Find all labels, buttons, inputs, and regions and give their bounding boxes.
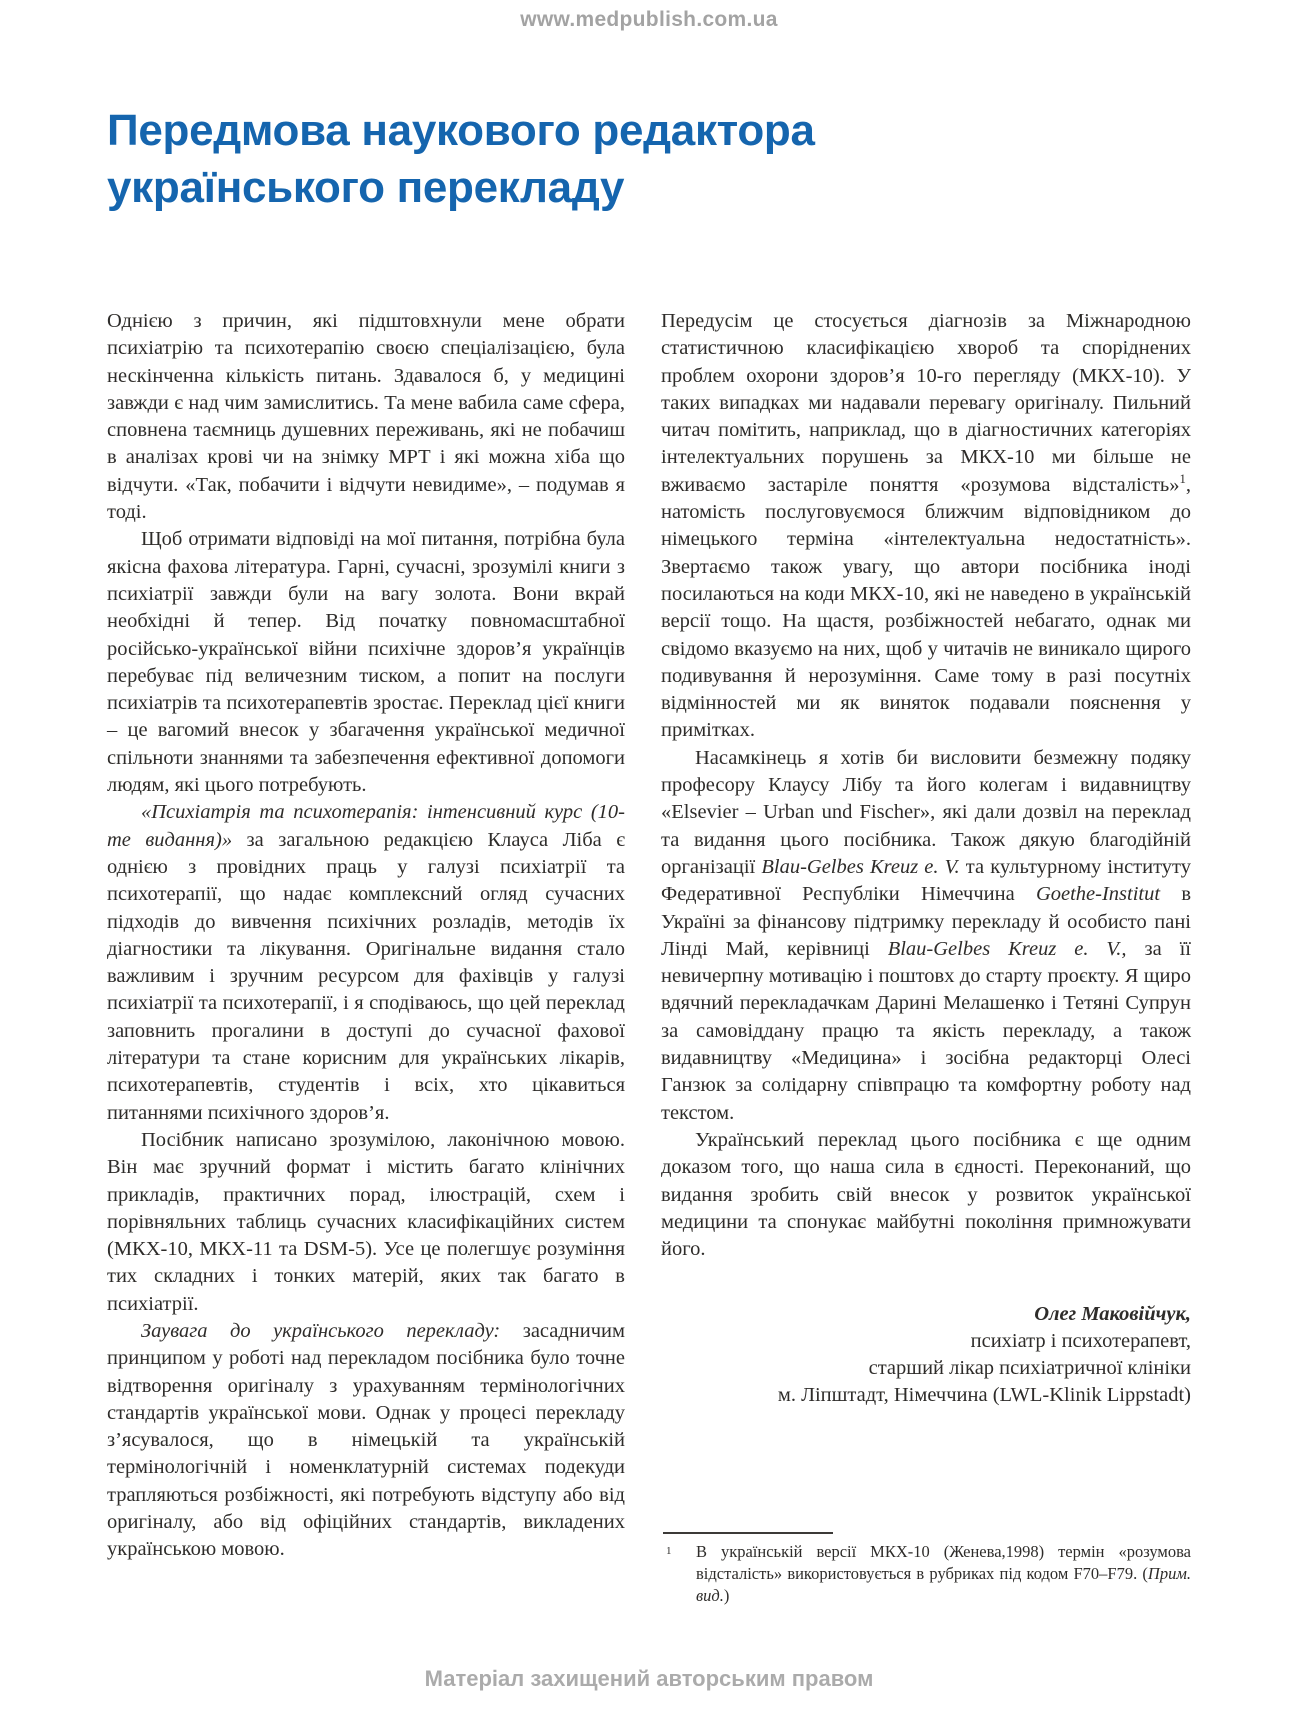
text-segment: Goethe-Institut [1035, 883, 1161, 906]
page-title-line-1: Передмова наукового редактора [107, 106, 815, 155]
text-segment: м. Ліпштадт, Німеччина (LWL-Klinik Lippstadt) [777, 1384, 1191, 1407]
paragraph [107, 1127, 625, 1318]
text-segment: за її невичерпну мотивацію і поштовх до старту проєкту. Я щиро вдячний перекладачкам Дарині Мелашенко і Тетяні Супрун за самовіддану працю та якість перекладу, а також видавництву «Медицина» і зосібна редакторці Олесі Ганзюк за солідарну співпрацю та комфортну роботу над текстом. [661, 937, 1191, 1124]
text-segment: за загальною редакцією Клауса Ліба є однією з провідних праць у галузі психіатрії та психотерапії, що надає комплексний огляд сучасних підходів до вивчення психічних розладів, методів їх діагностики та лікування. Оригінальне видання стало важливим і зручним ресурсом для фахівців у галузі психіатрії та психотерапії, і я сподіваюсь, що цей переклад заповнить прогалини в доступі до сучасної фахової літератури та стане корисним для українських лікарів, психотерапевтів, студентів і всіх, хто цікавиться питаннями психічного здоров’я. [107, 828, 625, 1124]
text-segment: Насамкінець я хотів би висловити безмежну подяку професору Клаусу Лібу та його колегам і видавництву «Elsevier – Urban und Fischer», які дали дозвіл на переклад та видання цього посібника. Також дякую благодійній організації [661, 746, 1191, 878]
signature-block [661, 1301, 1191, 1409]
paragraph [107, 1318, 625, 1564]
text-segment: Заувага до українського перекладу: [141, 1319, 501, 1342]
text-segment: ) [723, 1585, 730, 1605]
paragraph [661, 1382, 1191, 1409]
text-segment: та культурному інституту Федеративної Республіки Німеччина [661, 855, 1191, 906]
text-segment: засадничим принципом у роботі над перекладом посібника було точне відтворення оригіналу з урахуванням термінологічних стандартів української мови. Однак у процесі перекладу з’ясувалося, що в німецькій та українській термінологічній і номенклатурній системах подекуди трапляються розбіжності, які потребують відступу або від оригіналу, або від офіційних стандартів, викладених українською мовою. [107, 1319, 625, 1561]
article-body [107, 308, 1191, 1564]
text-segment: старший лікар психіатричної клініки [868, 1357, 1191, 1380]
left-column [107, 308, 625, 1564]
text-segment: Щоб отримати відповіді на мої питання, потрібна була якісна фахова література. Гарні, сучасні, зрозумілі книги з психіатрії завжди були на вагу золота. Вони вкрай необхідні й тепер. Від початку повномасштабної російсько-української війни психічне здоров’я українців перебуває під величезним тиском, а попит на послуги психіатрів та психотерапевтів зростає. Переклад цієї книги – це вагомий внесок у збагачення української медичної спільноти знаннями та забезпечення ефективної допомоги людям, які цього потребують. [107, 528, 625, 797]
footnote-marker: 1 [666, 1545, 672, 1557]
header-url: www.medpublish.com.ua [520, 8, 778, 31]
footnote-divider [663, 1532, 833, 1534]
paragraph [661, 745, 1191, 1127]
text-segment: Blau-Gelbes Kreuz e. V., [887, 937, 1127, 960]
footnote-text [696, 1541, 1191, 1606]
text-segment: Передусім це стосується діагнозів за Міжнародною статистичною класифікацією хвороб та споріднених проблем охорони здоров’я 10-го перегляду (МКХ-10). У таких випадках ми надавали перевагу оригіналу. Пильний читач помітить, наприклад, що в діагностичних категоріях інтелектуальних порушень за МКХ-10 ми більше не вживаємо застаріле поняття «розумова відсталість» [661, 310, 1191, 496]
paragraph [661, 1328, 1191, 1355]
text-segment: в Україні за фінансову підтримку перекладу й особисто пані Лінді Май, керівниці [661, 883, 1191, 960]
text-segment: Однією з причин, які підштовхнули мене обрати психіатрію та психотерапію своєю спеціалізацією, була нескінченна кількість питань. Здавалося б, у медицині завжди є над чим замислитись. Та мене вабила саме сфера, сповнена таємниць душевних переживань, які не побачиш в аналізах крові чи на знімку МРТ і які можна хіба що відчути. «Так, побачити і відчути невидиме», – подумав я тоді. [107, 310, 625, 524]
right-column-paragraphs [661, 308, 1191, 1263]
text-segment: Посібник написано зрозумілою, лаконічною мовою. Він має зручний формат і містить багато клінічних прикладів, практичних порад, ілюстрацій, схем і порівняльних таблиць сучасних класифікаційних систем (МКХ-10, МКХ-11 та DSM-5). Усе це полегшує розуміння тих складних і тонких матерій, яких так багато в психіатрії. [107, 1128, 625, 1315]
paragraph [696, 1541, 1191, 1606]
text-segment: Український переклад цього посібника є ще одним доказом того, що наша сила в єдності. Переконаний, що видання зробить свій внесок у розвиток української медицини та спонукає майбутні покоління примножувати його. [661, 1128, 1191, 1261]
text-segment: Олег Маковійчук, [1034, 1303, 1191, 1326]
footnote-body [663, 1541, 1191, 1606]
right-column [661, 308, 1191, 1564]
text-segment: «Психіатрія та психотерапія: інтенсивний курс (10-те видання)» [107, 801, 625, 851]
footnote [663, 1532, 1191, 1606]
text-segment: Прим. вид. [696, 1563, 1191, 1605]
paragraph [661, 1355, 1191, 1382]
paragraph [107, 308, 625, 526]
copyright-notice: Матеріал захищений авторським правом [424, 1666, 874, 1691]
paragraph [107, 526, 625, 799]
footnote-reference: 1 [1179, 471, 1186, 486]
text-segment: Blau-Gelbes Kreuz e. V. [761, 855, 960, 878]
paragraph [661, 308, 1191, 745]
page-title-line-2: українського перекладу [107, 163, 625, 212]
paragraph [107, 799, 625, 1127]
text-segment: В українській версії МКХ-10 (Женева,1998) термін «розумова відсталість» використовується в рубриках під кодом F70–F79. ( [696, 1542, 1191, 1583]
page-title [107, 102, 1107, 216]
text-segment: психіатр і психотерапевт, [970, 1330, 1191, 1353]
paragraph [661, 1301, 1191, 1328]
text-segment: , натомість послуговуємося ближчим відповідником до німецького терміна «інтелектуальна недостатність». Звертаємо також увагу, що автори посібника іноді посилаються на коди МКХ-10, які не наведено в українській версії тощо. На щастя, розбіжностей небагато, однак ми свідомо вказуємо на них, щоб у читачів не виникало щирого подивування й нерозуміння. Саме тому в разі посутніх відмінностей ми як виняток подавали пояснення у примітках. [661, 473, 1191, 742]
paragraph [661, 1127, 1191, 1263]
